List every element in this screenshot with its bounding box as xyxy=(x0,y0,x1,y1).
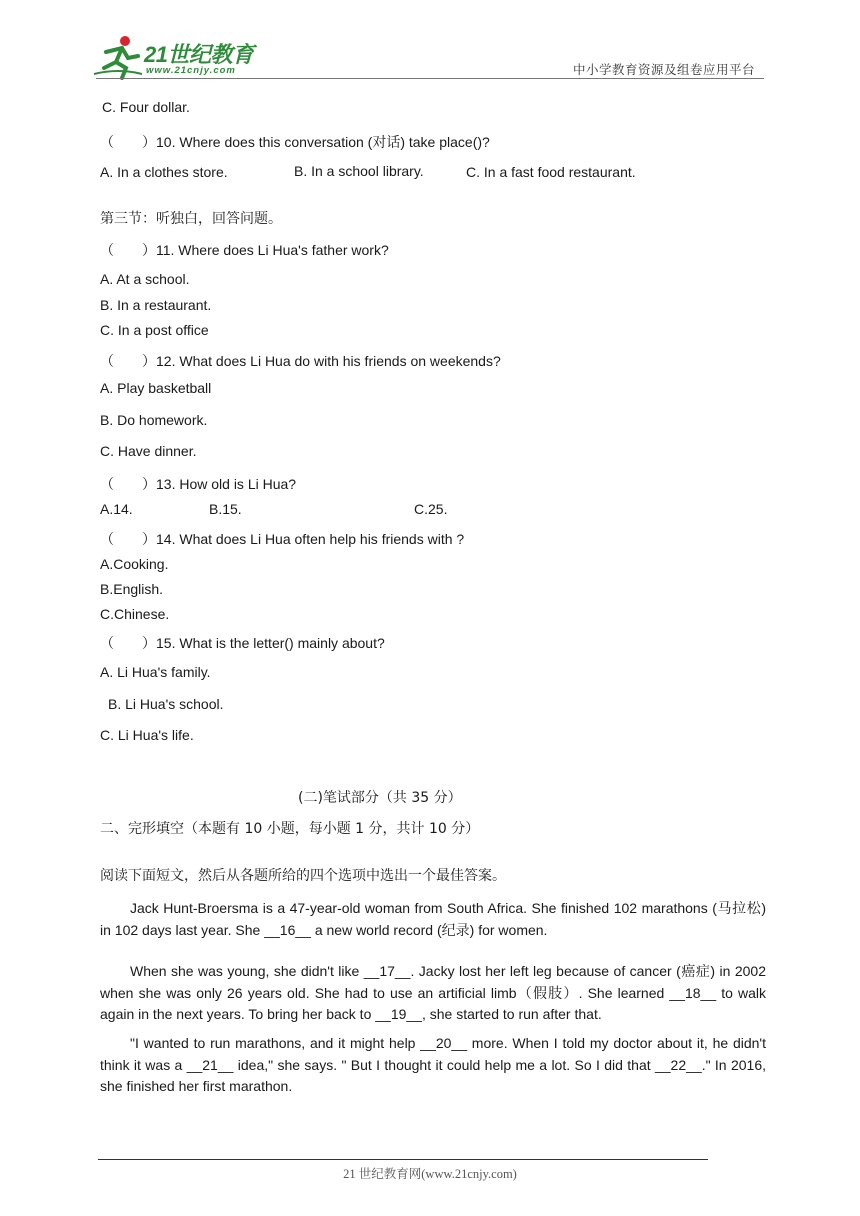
q14-stem: （ ）14. What does Li Hua often help his friends with ? xyxy=(100,531,465,547)
q13-option-b: B.15. xyxy=(209,501,242,517)
q13-stem: （ ）13. How old is Li Hua? xyxy=(100,476,297,492)
q15-option-b: B. Li Hua's school. xyxy=(108,696,224,712)
q12-stem: （ ）12. What does Li Hua do with his friends on weekends? xyxy=(100,353,501,369)
q15-option-c: C. Li Hua's life. xyxy=(100,727,194,743)
q15-option-a: A. Li Hua's family. xyxy=(100,664,211,680)
q14-option-b: B.English. xyxy=(100,581,164,597)
q14-option-a: A.Cooking. xyxy=(100,556,169,572)
q11-option-c: C. In a post office xyxy=(100,322,209,338)
footer-text: 21 世纪教育网(www.21cnjy.com) xyxy=(343,1167,517,1181)
cloze-section-title: 二、完形填空（本题有 10 小题，每小题 1 分，共计 10 分） xyxy=(100,821,480,837)
site-logo xyxy=(92,34,262,80)
q9-option-c: C. Four dollar. xyxy=(102,99,190,115)
logo-url: www.21cnjy.com xyxy=(146,65,236,76)
q13-option-a: A.14. xyxy=(100,501,133,517)
passage-paragraph-1 xyxy=(100,898,766,941)
footer-divider xyxy=(98,1159,708,1160)
header-divider xyxy=(96,78,764,79)
q10-option-b: B. In a school library. xyxy=(294,163,424,179)
q10-option-c: C. In a fast food restaurant. xyxy=(466,164,636,180)
q11-stem: （ ）11. Where does Li Hua's father work? xyxy=(100,242,389,258)
q13-option-c: C.25. xyxy=(414,501,448,517)
section3-title: 第三节：听独白，回答问题。 xyxy=(100,211,282,227)
passage-paragraph-2-text: When she was young, she didn't like __17__. Jacky lost her left leg because of cancer (癌症) in 2002 when she was only 26 years old. She had to use an artificial limb（假肢）. She learned __18__ to walk again in the next years. To bring her back to __19__, she started to run after that. xyxy=(100,963,766,1022)
q11-option-b: B. In a restaurant. xyxy=(100,297,212,313)
header-platform-name: 中小学教育资源及组卷应用平台 xyxy=(573,63,756,77)
passage-paragraph-3-text: "I wanted to run marathons, and it might help __20__ more. When I told my doctor about it, he didn't think it was a __21__ idea," she says. " But I thought it could help me a lot. So I did that __22__." In 2016, she finished her first marathon. xyxy=(100,1035,766,1094)
cloze-instruction: 阅读下面短文，然后从各题所给的四个选项中选出一个最佳答案。 xyxy=(100,868,506,884)
q12-option-b: B. Do homework. xyxy=(100,412,208,428)
q10-option-a: A. In a clothes store. xyxy=(100,164,228,180)
q12-option-a: A. Play basketball xyxy=(100,380,212,396)
runner-icon xyxy=(92,34,144,80)
q11-option-a: A. At a school. xyxy=(100,271,190,287)
passage-paragraph-3 xyxy=(100,1033,766,1098)
part2-title: (二)笔试部分（共 35 分） xyxy=(298,790,462,806)
q12-option-c: C. Have dinner. xyxy=(100,443,197,459)
passage-paragraph-1-text: Jack Hunt-Broersma is a 47-year-old woman from South Africa. She finished 102 marathons (马拉松) in 102 days last year. She __16__ a new world record (纪录) for women. xyxy=(100,900,766,938)
passage-paragraph-2 xyxy=(100,961,766,1026)
q15-stem: （ ）15. What is the letter() mainly about? xyxy=(100,635,385,651)
q10-stem: （ ）10. Where does this conversation (对话) take place()? xyxy=(100,134,490,150)
logo-text: 21世纪教育 xyxy=(144,42,254,67)
q14-option-c: C.Chinese. xyxy=(100,606,170,622)
